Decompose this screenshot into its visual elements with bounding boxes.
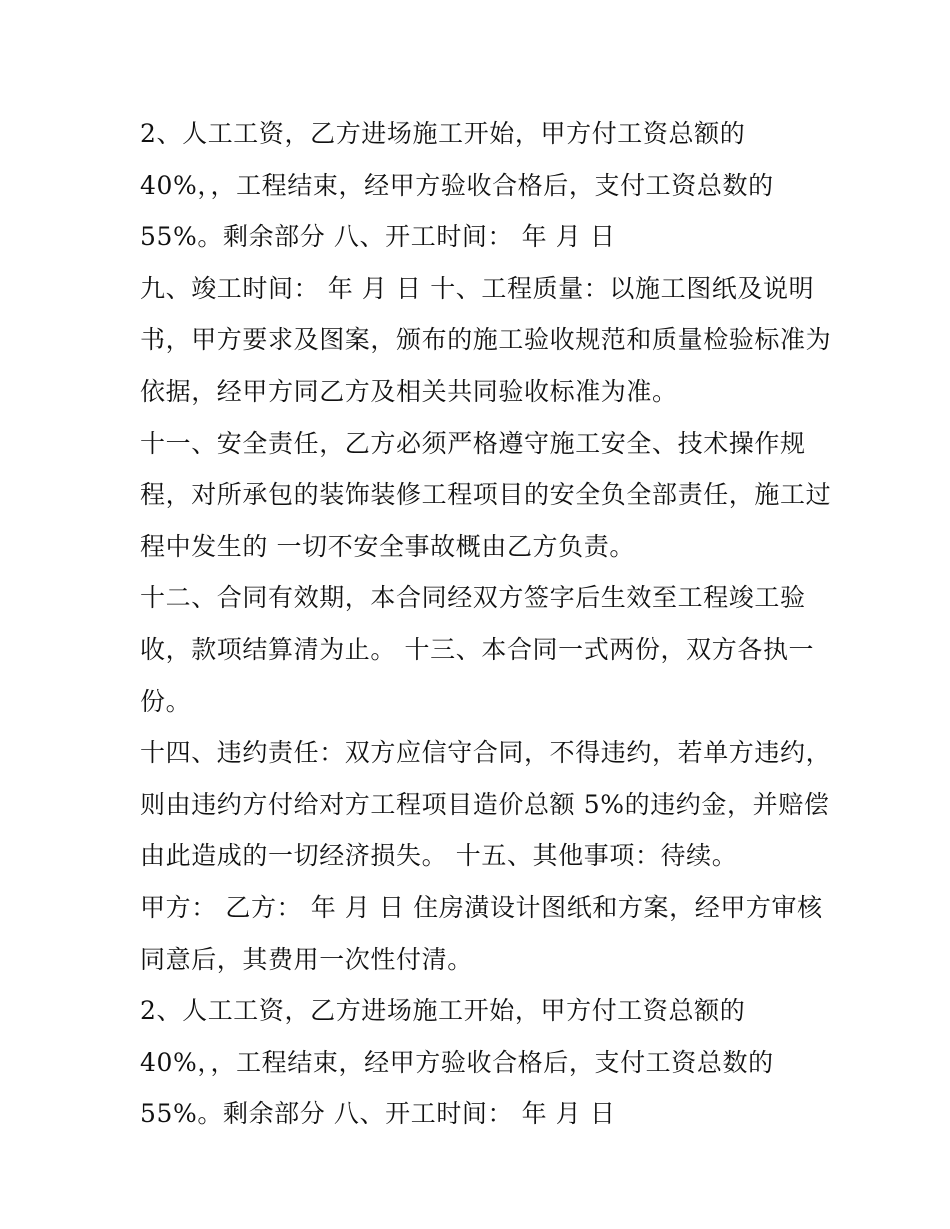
document-body xyxy=(140,108,830,1140)
text-line: 十二、合同有效期，本合同经双方签字后生效至工程竣工验 xyxy=(140,583,806,613)
text-line: 书，甲方要求及图案，颁布的施工验收规范和质量检验标准为 xyxy=(140,325,832,355)
text-line: 程，对所承包的装饰装修工程项目的安全负全部责任，施工过 xyxy=(140,480,832,510)
text-line: 则由违约方付给对方工程项目造价总额 5%的违约金，并赔偿 xyxy=(140,789,830,819)
text-line: 十一、安全责任，乙方必须严格遵守施工安全、技术操作规 xyxy=(140,428,806,458)
text-line: 九、竣工时间： 年 月 日 十、工程质量：以施工图纸及说明 xyxy=(140,273,815,303)
text-line: 40%，，工程结束，经甲方验收合格后，支付工资总数的 xyxy=(140,170,774,200)
text-line: 由此造成的一切经济损失。 十五、其他事项：待续。 xyxy=(140,841,738,871)
text-line: 甲方： 乙方： 年 月 日 住房潢设计图纸和方案，经甲方审核 xyxy=(140,892,823,922)
text-line: 55%。剩余部分 八、开工时间： 年 月 日 xyxy=(140,222,616,252)
text-line: 份。 xyxy=(140,686,192,716)
text-line: 55%。剩余部分 八、开工时间： 年 月 日 xyxy=(140,1099,616,1129)
text-line: 40%，，工程结束，经甲方验收合格后，支付工资总数的 xyxy=(140,1047,774,1077)
text-line: 十四、违约责任：双方应信守合同，不得违约，若单方违约， xyxy=(140,738,832,768)
text-line: 2、人工工资，乙方进场施工开始，甲方付工资总额的 xyxy=(140,996,746,1026)
text-line: 收，款项结算清为止。 十三、本合同一式两份，双方各执一 xyxy=(140,634,815,664)
text-line: 程中发生的 一切不安全事故概由乙方负责。 xyxy=(140,531,635,561)
text-line: 2、人工工资，乙方进场施工开始，甲方付工资总额的 xyxy=(140,119,746,148)
text-line: 同意后，其费用一次性付清。 xyxy=(140,944,473,974)
text-line: 依据，经甲方同乙方及相关共同验收标准为准。 xyxy=(140,376,678,406)
